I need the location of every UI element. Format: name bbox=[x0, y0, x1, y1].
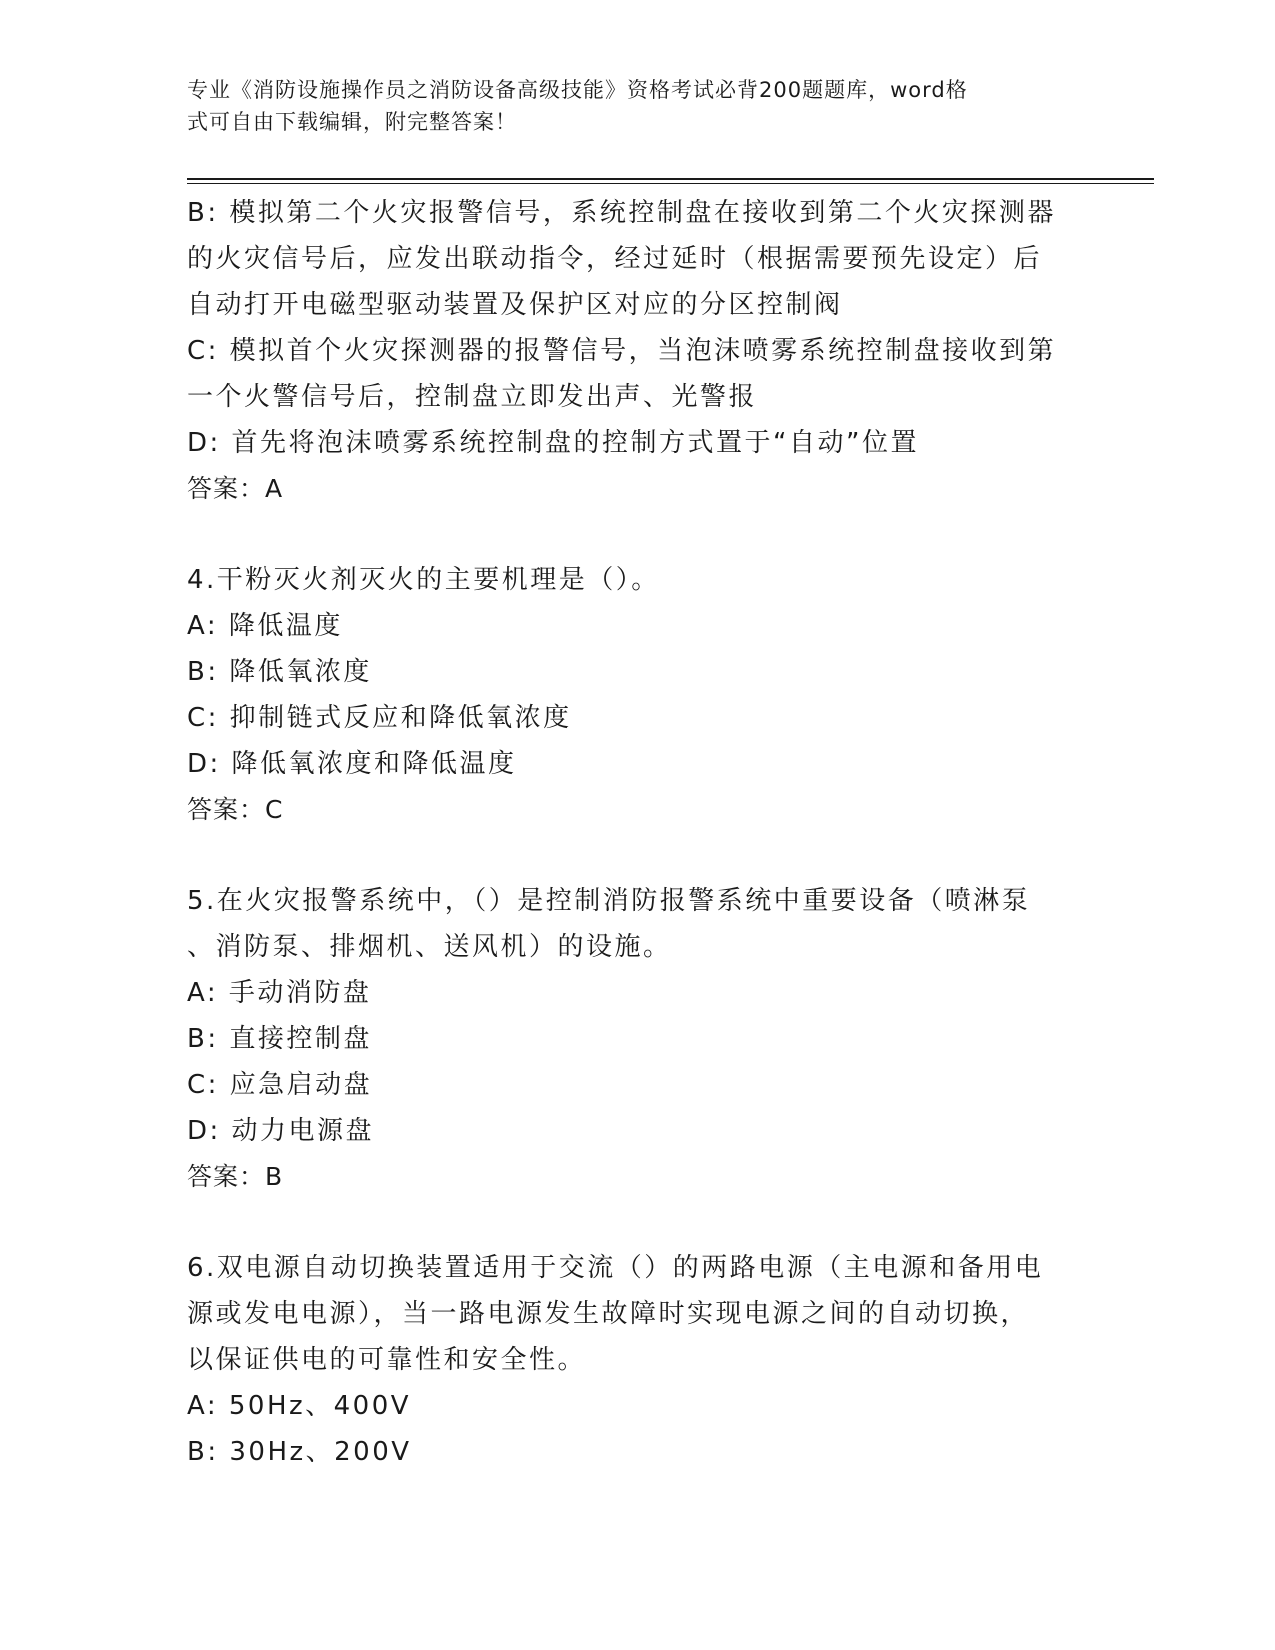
question-3-options bbox=[187, 190, 1087, 512]
q3-option-d: D: 首先将泡沫喷雾系统控制盘的控制方式置于“自动”位置 bbox=[187, 428, 919, 458]
document-header bbox=[187, 74, 1067, 138]
q5-stem-line-2: 、消防泵、排烟机、送风机）的设施。 bbox=[187, 932, 672, 962]
q3-option-b-line-2: 的火灾信号后，应发出联动指令，经过延时（根据需要预先设定）后 bbox=[187, 244, 1043, 274]
q5-option-a: A: 手动消防盘 bbox=[187, 978, 372, 1008]
header-divider-thin bbox=[187, 183, 1154, 184]
question-5 bbox=[187, 878, 1087, 1200]
q6-option-b: B: 30Hz、200V bbox=[187, 1437, 412, 1467]
q6-stem-line-1: 6.双电源自动切换装置适用于交流（）的两路电源（主电源和备用电 bbox=[187, 1253, 1044, 1283]
header-line-2: 式可自由下载编辑，附完整答案！ bbox=[187, 110, 517, 134]
q6-stem-line-2: 源或发电电源），当一路电源发生故障时实现电源之间的自动切换， bbox=[187, 1299, 1030, 1329]
q6-stem-line-3: 以保证供电的可靠性和安全性。 bbox=[187, 1345, 587, 1375]
question-6 bbox=[187, 1245, 1087, 1475]
q6-option-a: A: 50Hz、400V bbox=[187, 1391, 412, 1421]
question-4 bbox=[187, 557, 1087, 833]
q5-option-d: D: 动力电源盘 bbox=[187, 1116, 375, 1146]
q5-option-c: C: 应急启动盘 bbox=[187, 1070, 373, 1100]
q4-option-c: C: 抑制链式反应和降低氧浓度 bbox=[187, 703, 572, 733]
q5-answer: 答案：B bbox=[187, 1162, 284, 1191]
q5-stem-line-1: 5.在火灾报警系统中，（）是控制消防报警系统中重要设备（喷淋泵 bbox=[187, 886, 1031, 916]
q3-option-c-line-1: C: 模拟首个火灾探测器的报警信号，当泡沫喷雾系统控制盘接收到第 bbox=[187, 336, 1057, 366]
q4-option-d: D: 降低氧浓度和降低温度 bbox=[187, 749, 517, 779]
q3-option-b-line-1: B: 模拟第二个火灾报警信号，系统控制盘在接收到第二个火灾探测器 bbox=[187, 198, 1056, 228]
q5-option-b: B: 直接控制盘 bbox=[187, 1024, 372, 1054]
q4-stem: 4.干粉灭火剂灭火的主要机理是（）。 bbox=[187, 565, 660, 595]
header-line-1: 专业《消防设施操作员之消防设备高级技能》资格考试必背200题题库，word格 bbox=[187, 78, 968, 102]
q3-option-c-line-2: 一个火警信号后，控制盘立即发出声、光警报 bbox=[187, 382, 758, 412]
q4-answer: 答案：C bbox=[187, 795, 284, 824]
question-content bbox=[187, 190, 1087, 1475]
q3-answer: 答案：A bbox=[187, 474, 284, 503]
q3-option-b-line-3: 自动打开电磁型驱动装置及保护区对应的分区控制阀 bbox=[187, 290, 843, 320]
q4-option-b: B: 降低氧浓度 bbox=[187, 657, 372, 687]
q4-option-a: A: 降低温度 bbox=[187, 611, 343, 641]
header-divider-thick bbox=[187, 178, 1154, 180]
